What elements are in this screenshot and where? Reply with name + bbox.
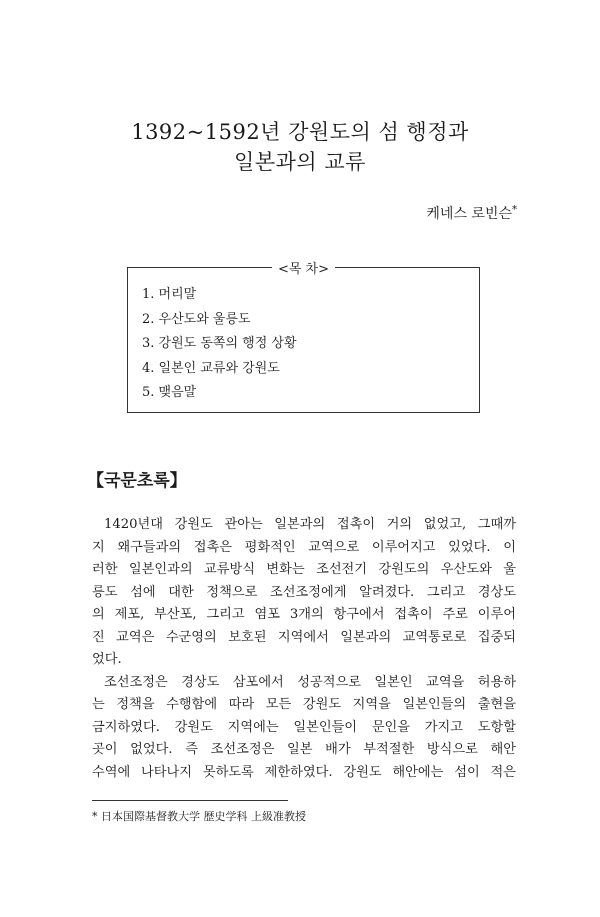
abstract-line: 었다. — [92, 652, 122, 667]
abstract-line: 금지하였다. 강원도 지역에는 일본인들이 문인을 가지고 도항할 — [92, 719, 516, 735]
toc-item: 3. 강원도 동쪽의 행정 상황 — [142, 336, 297, 351]
toc-item: 1. 머리말 — [142, 287, 197, 302]
abstract-heading: 【국문초록】 — [87, 471, 187, 491]
paper-title-line-2: 일본과의 교류 — [234, 150, 366, 174]
paper-title — [0, 117, 600, 177]
abstract-line: 지 왜구들과의 접촉은 평화적인 교역으로 이루어지고 있었다. 이 — [92, 539, 516, 555]
abstract-line: 진 교역은 수군영의 보호된 지역에서 일본과의 교역통로로 집중되 — [92, 629, 516, 645]
toc-list — [142, 283, 297, 406]
abstract-line: 릉도 섬에 대한 정책으로 조선조정에게 알려졌다. 그리고 경상도 — [92, 584, 516, 600]
abstract-line: 수역에 나타나지 못하도록 제한하였다. 강원도 해안에는 섬이 적은 — [92, 764, 516, 780]
paper-title-line-1: 1392~1592년 강원도의 섬 행정과 — [131, 120, 469, 144]
abstract-line: 러한 일본인과의 교류방식 변화는 조선전기 강원도의 우산도와 울 — [92, 562, 516, 577]
toc-item: 4. 일본인 교류와 강원도 — [142, 360, 280, 376]
author-footnote-marker: * — [512, 204, 517, 216]
abstract-line: 1420년대 강원도 관아는 일본과의 접촉이 거의 없었고, 그때까 — [104, 517, 516, 532]
footnote-divider — [92, 800, 288, 801]
toc-item: 5. 맺음말 — [142, 385, 197, 400]
abstract-line: 조선조정은 경상도 삼포에서 성공적으로 일본인 교역을 허용하 — [104, 674, 516, 690]
toc-item: 2. 우산도와 울릉도 — [142, 311, 251, 327]
footnote: * 日本国際基督教大学 歴史学科 上級准教授 — [92, 810, 306, 823]
author-line — [426, 203, 517, 223]
toc-heading: <목 차> — [272, 262, 335, 277]
author-name: 케네스 로빈슨 — [426, 206, 512, 222]
abstract-line: 곳이 없었다. 즉 조선조정은 일본 배가 부적절한 방식으로 해안 — [92, 742, 516, 757]
abstract-body — [92, 514, 516, 784]
table-of-contents — [127, 262, 480, 413]
abstract-line: 는 정책을 수행함에 따라 모든 강원도 지역을 일본인들의 출현을 — [92, 697, 516, 712]
abstract-line: 의 제포, 부산포, 그리고 염포 3개의 항구에서 접촉이 주로 이루어 — [92, 607, 516, 622]
